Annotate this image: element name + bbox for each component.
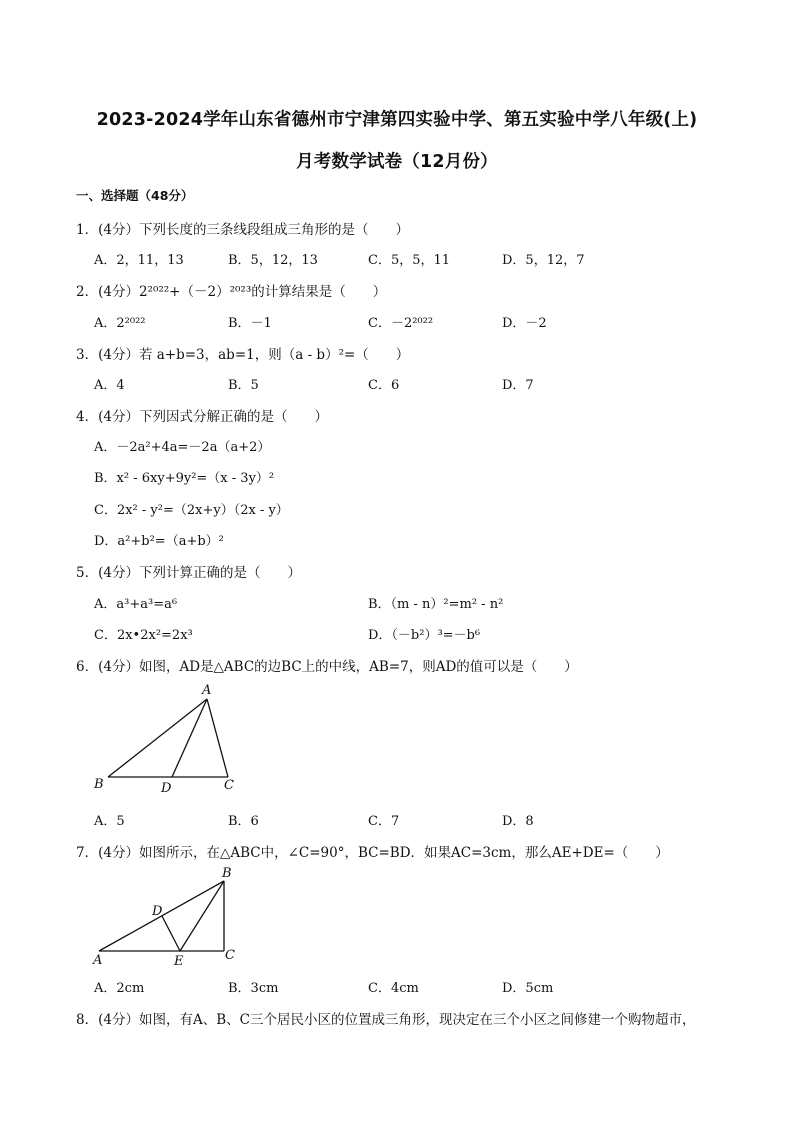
q4-option-b: B．x² - 6xy+9y²=（x - 3y）² [94,471,275,486]
q5-option-c: C．2x•2x²=2x³ [94,628,193,643]
q6-side-ac [207,699,228,777]
q1-option-d: D．5，12，7 [502,253,585,268]
q6-label-c: C [224,778,234,793]
q6-label-b: B [94,777,104,792]
q3-option-a: A．4 [94,378,125,393]
q7-option-d: D．5cm [502,981,554,996]
q6-option-b: B．6 [228,814,259,829]
q6-option-d: D．8 [502,814,534,829]
question-3-stem: 3．(4分）若 a+b=3，ab=1，则（a - b）²=（ ） [76,347,410,363]
q7-segment-de [162,916,180,951]
q3-option-b: B．5 [228,378,259,393]
q2-option-a: A．2²⁰²² [94,316,146,331]
q7-label-a: A [93,953,103,968]
q7-label-c: C [225,948,235,963]
q4-option-c: C．2x² - y²=（2x+y）（2x - y） [94,503,289,518]
q7-segment-be [180,881,224,951]
q7-label-b: B [222,866,232,881]
q7-option-c: C．4cm [368,981,419,996]
q6-option-c: C．7 [368,814,400,829]
question-8-stem: 8．(4分）如图，有A、B、C三个居民小区的位置成三角形，现决定在三个小区之间修建一个购物超市， [76,1012,696,1028]
question-6-triangle-figure [88,680,258,795]
question-7-triangle-figure [88,864,248,969]
q6-side-ab [108,699,207,777]
q2-option-b: B．－1 [228,316,272,331]
q5-option-d: D．（－b²）³=－b⁶ [368,628,481,643]
q1-option-a: A．2，11，13 [94,253,184,268]
q1-option-b: B．5，12，13 [228,253,318,268]
q5-option-b: B．（m - n）²=m² - n² [368,597,504,612]
question-7-stem: 7．(4分）如图所示，在△ABC中，∠C=90°，BC=BD．如果AC=3cm，那么AE+DE=（ ） [76,845,669,861]
question-6-stem: 6．(4分）如图，AD是△ABC的边BC上的中线，AB=7，则AD的值可以是（ ） [76,659,578,675]
question-2-stem: 2．(4分）2²⁰²²+（－2）²⁰²³的计算结果是（ ） [76,284,387,300]
q2-option-c: C．－2²⁰²² [368,316,434,331]
question-1-stem: 1．(4分）下列长度的三条线段组成三角形的是（ ） [76,222,409,238]
q1-option-c: C．5，5，11 [368,253,451,268]
q4-option-d: D．a²+b²=（a+b）² [94,534,224,549]
q5-option-a: A．a³+a³=a⁶ [94,597,178,612]
q7-option-a: A．2cm [94,981,145,996]
q6-option-a: A．5 [94,814,125,829]
paper-title-line-1: 2023-2024学年山东省德州市宁津第四实验中学、第五实验中学八年级(上) [96,110,698,130]
q7-label-d: D [152,904,163,919]
question-4-stem: 4．(4分）下列因式分解正确的是（ ） [76,409,328,425]
q6-label-d: D [161,781,172,795]
q3-option-d: D．7 [502,378,534,393]
paper-title-line-2: 月考数学试卷（12月份） [296,152,498,172]
section-heading: 一、选择题（48分） [76,188,194,203]
q7-option-b: B．3cm [228,981,279,996]
q6-label-a: A [202,683,212,698]
q6-median-ad [172,699,207,777]
question-5-stem: 5．(4分）下列计算正确的是（ ） [76,565,301,581]
q2-option-d: D．－2 [502,316,547,331]
q4-option-a: A．－2a²+4a=－2a（a+2） [94,440,271,455]
q7-label-e: E [174,954,184,969]
q3-option-c: C．6 [368,378,400,393]
